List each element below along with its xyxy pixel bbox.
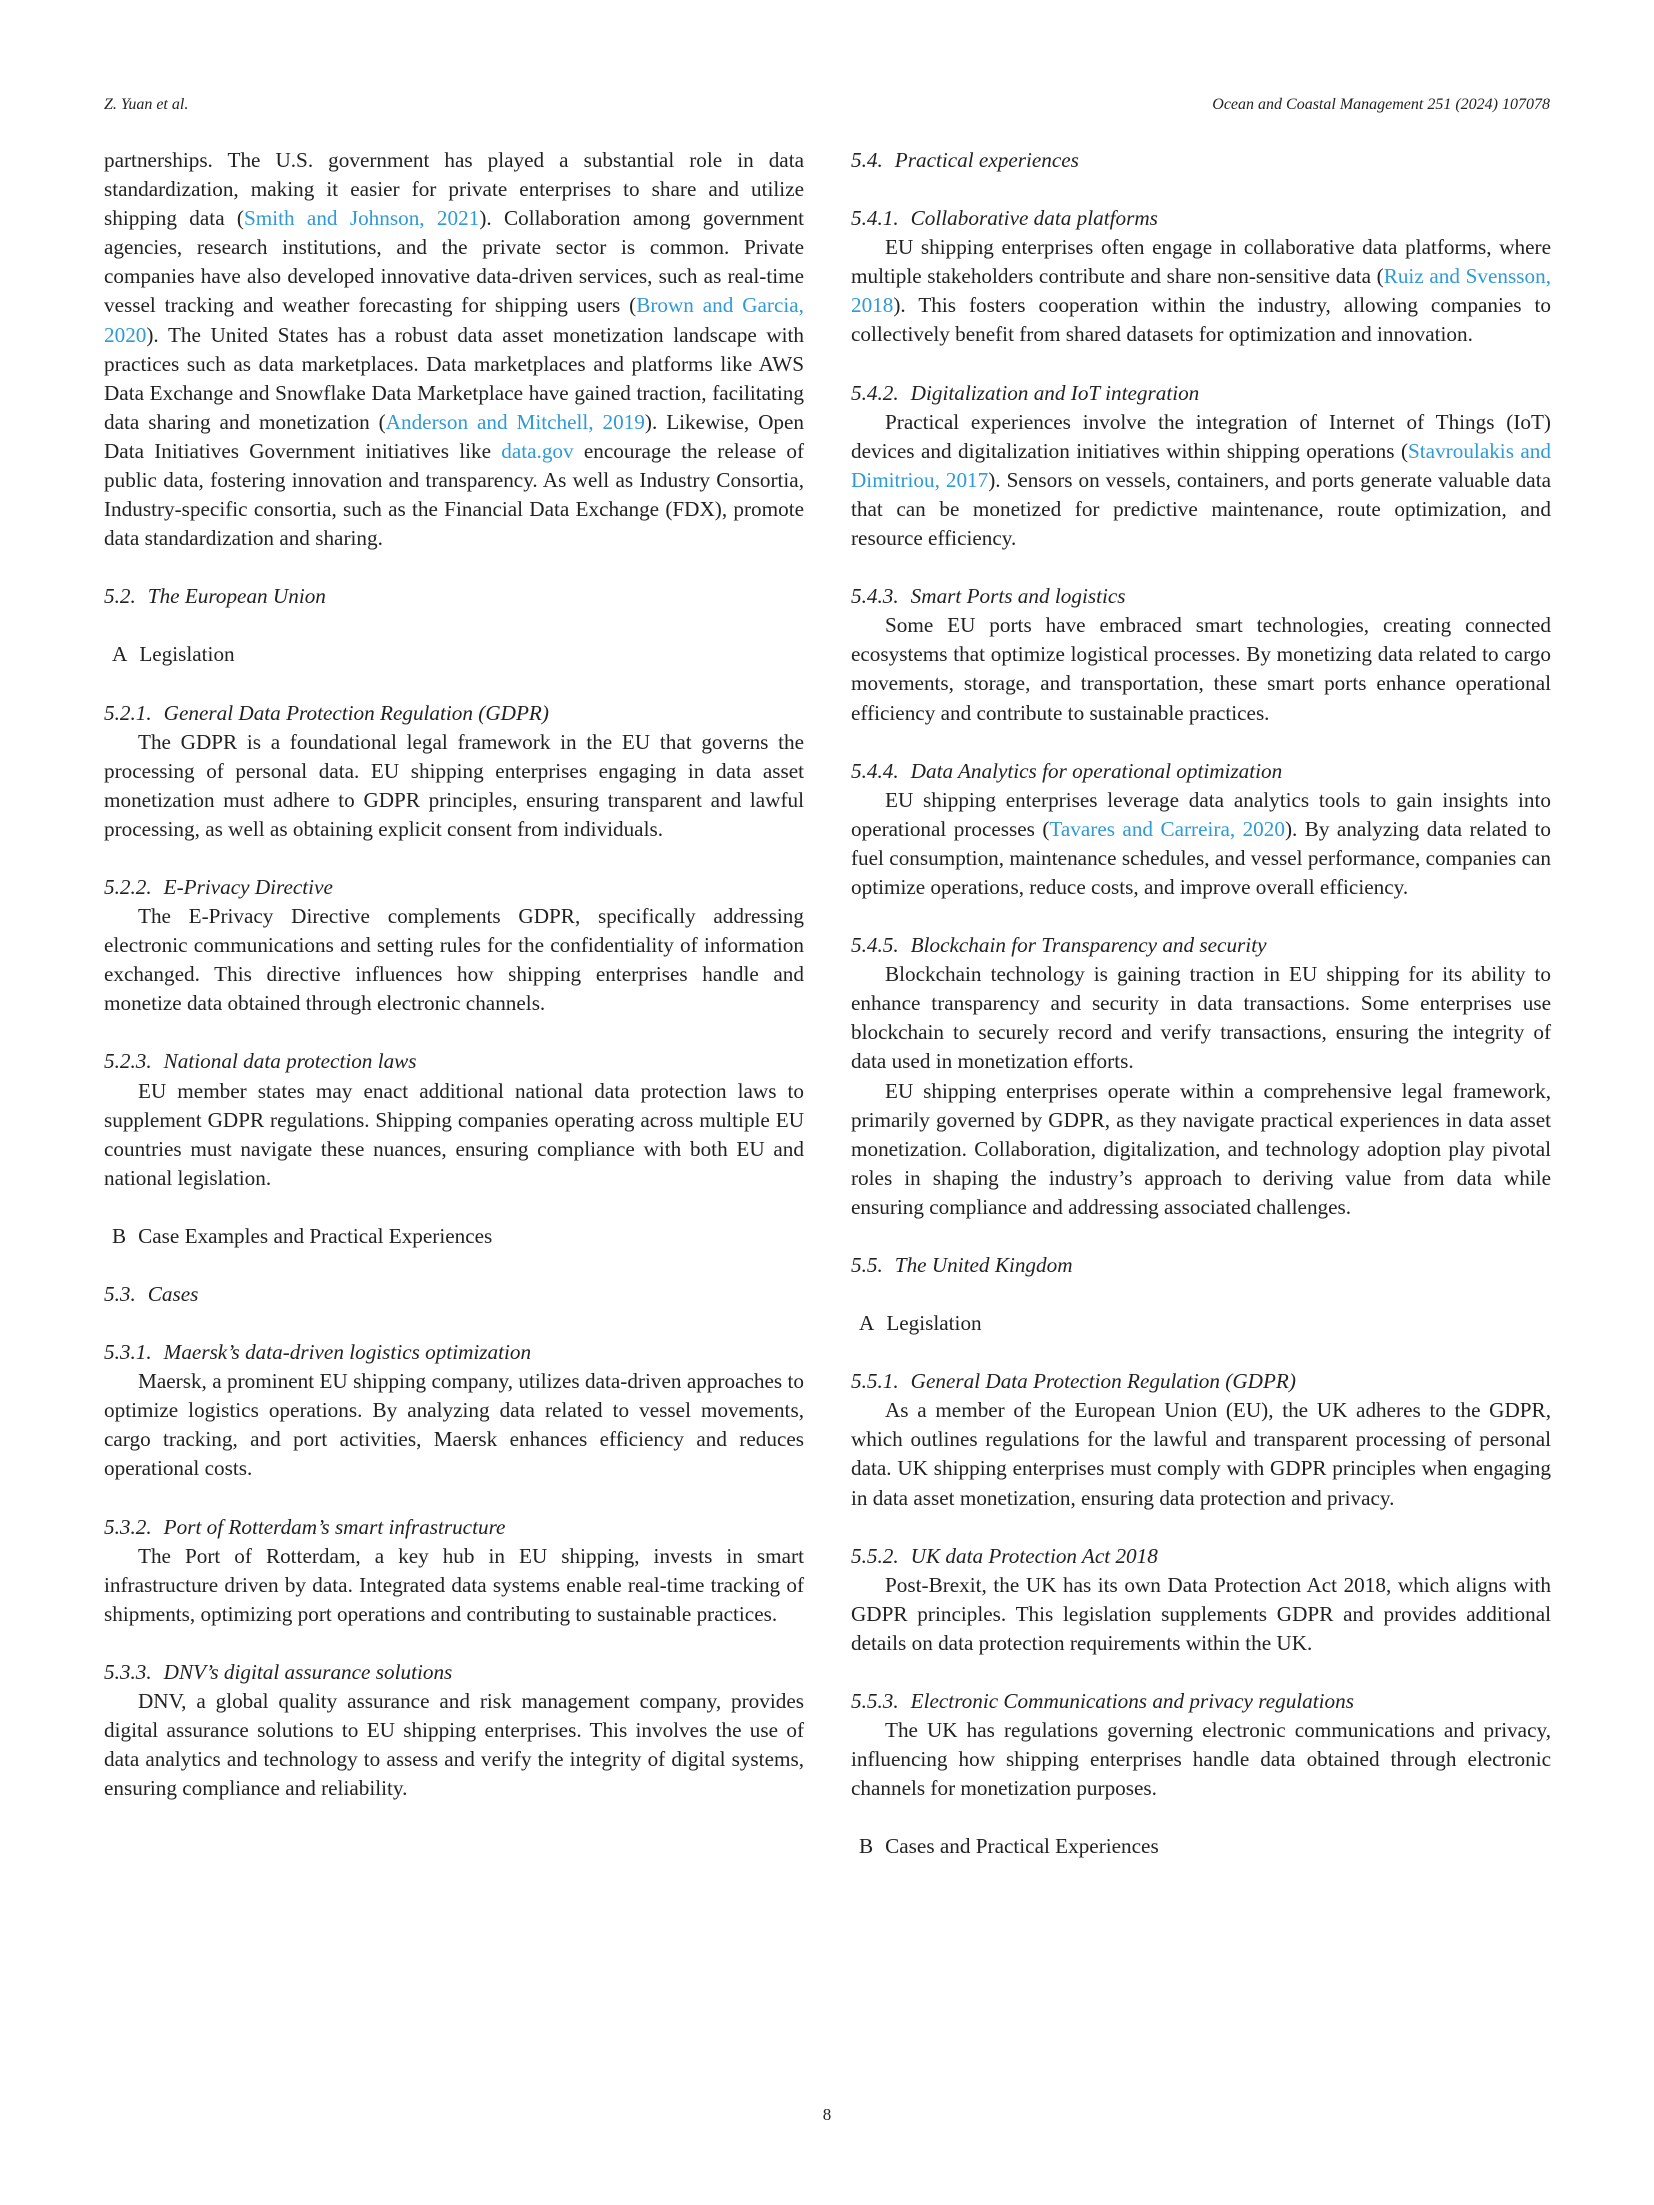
- label-text: Cases and Practical Experiences: [885, 1834, 1159, 1859]
- section-title: Digitalization and IoT integration: [910, 380, 1200, 405]
- label-heading-case-examples: [112, 1222, 804, 1251]
- section-heading-5-4: [851, 146, 1551, 175]
- paragraph-5-2-3: EU member states may enact additional national data protection laws to supplement GDPR regulations. Shipping companies operating across multiple EU countries must navigate these nuances, ensuring compliance with both EU and national legislation.: [104, 1078, 804, 1190]
- subsection-heading-5-4-5: [851, 931, 1551, 960]
- section-title: Collaborative data platforms: [910, 206, 1158, 231]
- section-title: E-Privacy Directive: [163, 874, 333, 899]
- paragraph-5-3-2: The Port of Rotterdam, a key hub in EU shipping, invests in smart infrastructure driven by data. Integrated data systems enable real-time tracking of shipments, optimizing port operations and contributing to sustainable practices.: [104, 1543, 804, 1626]
- citation-link[interactable]: Ruiz and Svensson, 2018: [851, 264, 1551, 318]
- paragraph-5-4-4: [851, 786, 1551, 902]
- paragraph-5-2-2: The E-Privacy Directive complements GDPR, specifically addressing electronic communications and setting rules for the confidentiality of information exchanged. This directive influences how shipping enterprises handle and monetize data obtained through electronic channels.: [104, 904, 804, 1016]
- label-letter: B: [112, 1223, 127, 1248]
- data-gov-link[interactable]: data.gov: [501, 438, 574, 463]
- label-text: Case Examples and Practical Experiences: [138, 1223, 493, 1248]
- section-number: 5.4.2.: [851, 380, 899, 405]
- section-number: 5.3.1.: [104, 1340, 152, 1365]
- paragraph-5-2-1: The GDPR is a foundational legal framework in the EU that governs the processing of personal data. EU shipping enterprises engaging in data asset monetization must adhere to GDPR principles, ensuring transparent and lawful processing, as well as obtaining explicit consent from individuals.: [104, 729, 804, 841]
- paragraph-5-3-3: DNV, a global quality assurance and risk management company, provides digital assurance solutions to EU shipping enterprises. This involves the use of data analytics and technology to assess and verify the integrity of digital systems, ensuring compliance and reliability.: [104, 1689, 804, 1801]
- paragraph-5-5-1: As a member of the European Union (EU), the UK adheres to the GDPR, which outlines regulations for the lawful and transparent processing of personal data. UK shipping enterprises must comply with GDPR principles when engaging in data asset monetization, ensuring data protection and privacy.: [851, 1398, 1551, 1510]
- paragraph-5-5-2: Post-Brexit, the UK has its own Data Protection Act 2018, which aligns with GDPR principles. This legislation supplements GDPR and provides additional details on data protection requirements within the UK.: [851, 1572, 1551, 1655]
- label-letter: A: [112, 642, 128, 667]
- section-number: 5.3.2.: [104, 1514, 152, 1539]
- section-number: 5.5.3.: [851, 1689, 899, 1714]
- section-title: General Data Protection Regulation (GDPR): [163, 700, 549, 725]
- citation-link[interactable]: Smith and Johnson, 2021: [243, 206, 480, 231]
- text-run: encourage the release of public data, fostering innovation and transparency. As well as Industry Consortia, Industry-specific consortia, such as the Financial Data Exchange (FDX), promote data standardization and sharing.: [104, 438, 805, 551]
- citation-link[interactable]: Brown and Garcia, 2020: [104, 293, 804, 347]
- subsection-heading-5-4-4: [851, 757, 1551, 786]
- section-title: DNV’s digital assurance solutions: [163, 1659, 453, 1684]
- intro-paragraph: [104, 146, 804, 553]
- paragraph-5-4-summary: EU shipping enterprises operate within a comprehensive legal framework, primarily governed by GDPR, as they navigate practical experiences in data asset monetization. Collaboration, digitalization, and technology adoption play pivotal roles in shaping the industry’s approach to deriving value from data while ensuring compliance and addressing associated challenges.: [851, 1078, 1551, 1219]
- section-number: 5.4.3.: [851, 584, 899, 609]
- text-run: ). Collaboration among government agencies, research institutions, and the private sector is common. Private companies have also developed innovative data-driven services, such as real-time vessel tracking and weather forecasting for shipping users (: [104, 206, 805, 318]
- subsection-heading-5-2-2: [104, 873, 804, 902]
- section-number: 5.3.3.: [104, 1659, 152, 1684]
- section-heading-5-5: [851, 1251, 1551, 1280]
- section-title: General Data Protection Regulation (GDPR): [910, 1369, 1296, 1394]
- subsection-heading-5-2-3: [104, 1047, 804, 1076]
- paragraph-5-4-3: Some EU ports have embraced smart technologies, creating connected ecosystems that optimize logistical processes. By monetizing data related to cargo movements, storage, and transportation, these smart ports enhance operational efficiency and contribute to sustainable practices.: [851, 613, 1551, 725]
- page-number: 8: [822, 2105, 832, 2124]
- text-run: ). The United States has a robust data asset monetization landscape with practices such as data marketplaces. Data marketplaces and platforms like AWS Data Exchange and Snowflake Data Marketplace have gained traction, facilitating data sharing and monetization (: [104, 322, 804, 434]
- label-heading-cases-uk: [859, 1832, 1551, 1861]
- section-number: 5.2.1.: [104, 700, 152, 725]
- subsection-heading-5-4-2: [851, 379, 1551, 408]
- section-heading-5-2: [104, 582, 804, 611]
- citation-link[interactable]: Anderson and Mitchell, 2019: [385, 409, 645, 434]
- section-number: 5.3.: [104, 1282, 136, 1306]
- subsection-heading-5-3-3: [104, 1658, 804, 1687]
- text-run: ). By analyzing data related to fuel consumption, maintenance schedules, and vessel performance, companies can optimize operations, reduce costs, and improve overall efficiency.: [851, 816, 1551, 899]
- section-title: The United Kingdom: [894, 1253, 1073, 1277]
- text-run: EU shipping enterprises often engage in collaborative data platforms, where multiple stakeholders contribute and share non-sensitive data (: [851, 235, 1551, 289]
- running-head-authors: Z. Yuan et al.: [104, 96, 189, 113]
- section-number: 5.5.2.: [851, 1543, 899, 1568]
- running-head-journal: Ocean and Coastal Management 251 (2024) 107078: [1212, 96, 1550, 113]
- label-letter: B: [859, 1834, 874, 1859]
- text-run: Practical experiences involve the integration of Internet of Things (IoT) devices and digitalization initiatives within shipping operations (: [851, 409, 1551, 463]
- section-title: Smart Ports and logistics: [910, 584, 1126, 609]
- label-heading-legislation-uk: [859, 1309, 1551, 1338]
- subsection-heading-5-2-1: [104, 699, 804, 728]
- label-text: Legislation: [139, 642, 235, 667]
- label-heading-legislation: [112, 640, 804, 669]
- text-run: partnerships. The U.S. government has played a substantial role in data standardization, making it easier for private enterprises to share and utilize shipping data (: [104, 148, 804, 231]
- paragraph-5-4-2: [851, 408, 1551, 553]
- section-title: National data protection laws: [163, 1049, 417, 1074]
- citation-link[interactable]: Stavroulakis and Dimitriou, 2017: [851, 438, 1551, 492]
- paragraph-5-5-3: The UK has regulations governing electronic communications and privacy, influencing how shipping enterprises handle data obtained through electronic channels for monetization purposes.: [851, 1718, 1551, 1801]
- paragraph-5-4-5: Blockchain technology is gaining traction in EU shipping for its ability to enhance transparency and security in data transactions. Some enterprises use blockchain to securely record and verify transactions, ensuring the integrity of data used in monetization efforts.: [851, 962, 1551, 1074]
- paragraph-5-4-1: [851, 233, 1551, 349]
- section-title: Cases: [147, 1282, 199, 1306]
- section-title: UK data Protection Act 2018: [910, 1543, 1158, 1568]
- section-title: Blockchain for Transparency and security: [910, 933, 1267, 958]
- section-title: Data Analytics for operational optimization: [910, 758, 1283, 783]
- subsection-heading-5-5-3: [851, 1687, 1551, 1716]
- subsection-heading-5-5-2: [851, 1542, 1551, 1571]
- section-number: 5.2.3.: [104, 1049, 152, 1074]
- left-column: [104, 146, 804, 1803]
- section-title: Practical experiences: [894, 148, 1079, 172]
- section-title: The European Union: [147, 584, 326, 609]
- section-number: 5.5.1.: [851, 1369, 899, 1394]
- section-number: 5.5.: [851, 1253, 883, 1277]
- section-number: 5.4.5.: [851, 933, 899, 958]
- text-run: EU shipping enterprises leverage data analytics tools to gain insights into operational processes (: [851, 787, 1551, 841]
- text-run: ). Likewise, Open Data Initiatives Government initiatives like: [104, 409, 804, 463]
- label-text: Legislation: [886, 1311, 982, 1336]
- subsection-heading-5-3-1: [104, 1338, 804, 1367]
- subsection-heading-5-3-2: [104, 1513, 804, 1542]
- subsection-heading-5-5-1: [851, 1367, 1551, 1396]
- section-number: 5.2.: [104, 584, 136, 609]
- paragraph-5-3-1: Maersk, a prominent EU shipping company, utilizes data-driven approaches to optimize logistics operations. By analyzing data related to vessel movements, cargo tracking, and port activities, Maersk enhances efficiency and reduces operational costs.: [104, 1369, 804, 1481]
- section-number: 5.2.2.: [104, 874, 152, 899]
- section-number: 5.4.1.: [851, 206, 899, 231]
- section-number: 5.4.4.: [851, 758, 899, 783]
- section-number: 5.4.: [851, 148, 883, 172]
- subsection-heading-5-4-1: [851, 204, 1551, 233]
- subsection-heading-5-4-3: [851, 582, 1551, 611]
- section-title: Maersk’s data-driven logistics optimization: [163, 1340, 532, 1365]
- section-title: Port of Rotterdam’s smart infrastructure: [163, 1514, 506, 1539]
- label-letter: A: [859, 1311, 875, 1336]
- section-heading-5-3: [104, 1280, 804, 1309]
- text-run: ). Sensors on vessels, containers, and ports generate valuable data that can be monetized for predictive maintenance, route optimization, and resource efficiency.: [851, 467, 1551, 551]
- text-run: ). This fosters cooperation within the industry, allowing companies to collectively benefit from shared datasets for optimization and innovation.: [851, 293, 1551, 347]
- citation-link[interactable]: Tavares and Carreira, 2020: [1049, 816, 1285, 841]
- section-title: Electronic Communications and privacy regulations: [910, 1689, 1354, 1714]
- right-column: [851, 146, 1551, 1862]
